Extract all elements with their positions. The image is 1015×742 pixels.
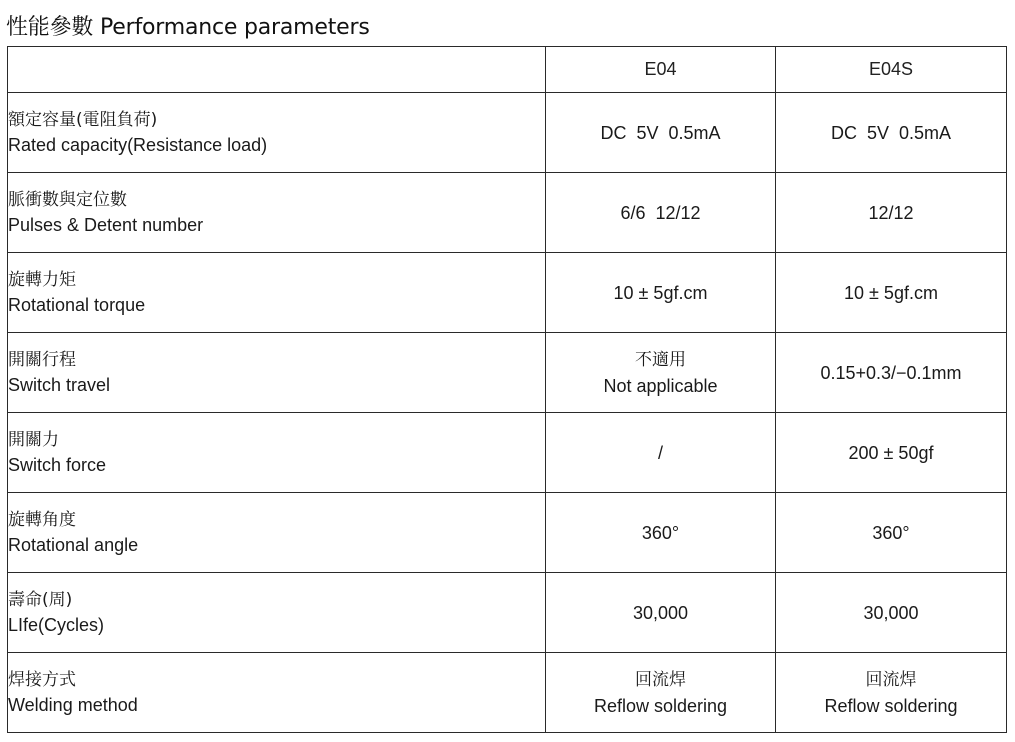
parameter-name-cell (8, 413, 546, 493)
e04s-value: 12/12 (868, 202, 914, 223)
e04-value-cell (546, 173, 776, 253)
e04-value: 6/6 12/12 (620, 202, 701, 223)
parameter-name-cell (8, 573, 546, 653)
e04-value-chinese: 回流焊 (635, 669, 686, 690)
table-row-rated-capacity (8, 93, 1007, 173)
table-row-pulses-detent (8, 173, 1007, 253)
parameter-name-english: Rotational torque (8, 294, 146, 315)
parameter-name-chinese: 脈衝數與定位數 (8, 189, 127, 210)
e04-value: Not applicable (603, 375, 718, 396)
parameter-name-chinese: 壽命(周) (8, 589, 73, 610)
e04-value: 360° (641, 522, 680, 543)
parameter-name-english: Switch travel (8, 374, 111, 395)
parameter-name-cell (8, 253, 546, 333)
table-row-switch-force (8, 413, 1007, 493)
parameter-name-cell (8, 93, 546, 173)
e04s-value-cell (776, 493, 1007, 573)
e04-value-cell (546, 253, 776, 333)
parameter-name-chinese: 旋轉角度 (8, 509, 76, 530)
parameter-name-cell (8, 173, 546, 253)
e04-value: 30,000 (632, 602, 689, 623)
e04s-value: 10 ± 5gf.cm (844, 282, 938, 303)
e04s-value: 0.15+0.3/−0.1mm (820, 362, 962, 383)
parameter-name-cell (8, 493, 546, 573)
table-row-rotational-angle (8, 493, 1007, 573)
performance-parameters-table (7, 46, 1007, 733)
e04s-value: 360° (872, 522, 910, 543)
e04-value: 10 ± 5gf.cm (613, 282, 708, 303)
e04-value: DC 5V 0.5mA (600, 122, 721, 143)
e04s-value-cell (776, 573, 1007, 653)
e04s-value: DC 5V 0.5mA (830, 122, 952, 143)
e04s-value: 30,000 (863, 602, 919, 623)
parameter-name-english: Switch force (8, 454, 107, 475)
parameter-name-cell (8, 333, 546, 413)
parameter-name-chinese: 額定容量(電阻負荷) (8, 109, 158, 130)
page-title: 性能參數 Performance parameters (6, 15, 370, 40)
e04s-value-cell (776, 333, 1007, 413)
parameter-name-chinese: 開關行程 (8, 349, 76, 370)
parameter-name-cell (8, 653, 546, 733)
e04s-value-cell (776, 413, 1007, 493)
e04s-value-cell (776, 253, 1007, 333)
e04-value-cell (546, 413, 776, 493)
table-row-switch-travel (8, 333, 1007, 413)
e04s-value-chinese: 回流焊 (865, 669, 917, 690)
e04-value-cell (546, 93, 776, 173)
e04-value-cell (546, 653, 776, 733)
e04-value-chinese: 不適用 (635, 349, 686, 370)
column-header-e04: E04 (546, 47, 776, 93)
e04s-value-cell (776, 173, 1007, 253)
parameter-name-english: Rated capacity(Resistance load) (8, 134, 268, 155)
parameter-name-chinese: 開關力 (8, 429, 59, 450)
parameter-name-english: Pulses & Detent number (8, 214, 204, 235)
e04s-value-cell (776, 653, 1007, 733)
parameter-name-chinese: 旋轉力矩 (8, 269, 76, 290)
parameter-name-english: LIfe(Cycles) (8, 614, 105, 635)
table-row-rotational-torque (8, 253, 1007, 333)
e04-value-cell (546, 573, 776, 653)
e04s-value: Reflow soldering (824, 695, 958, 716)
table-header-row (8, 47, 1007, 93)
column-header-parameter (8, 47, 546, 93)
e04s-value: 200 ± 50gf (848, 442, 934, 463)
e04-value: Reflow soldering (593, 695, 728, 716)
e04-value-cell (546, 493, 776, 573)
table-row-welding-method (8, 653, 1007, 733)
e04s-value-cell (776, 93, 1007, 173)
parameter-name-chinese: 焊接方式 (8, 669, 76, 690)
e04-value-cell (546, 333, 776, 413)
table-row-life-cycles (8, 573, 1007, 653)
parameter-name-english: Welding method (8, 694, 138, 715)
parameter-name-english: Rotational angle (8, 534, 139, 555)
e04-value: / (657, 442, 663, 463)
column-header-e04s: E04S (776, 47, 1007, 93)
